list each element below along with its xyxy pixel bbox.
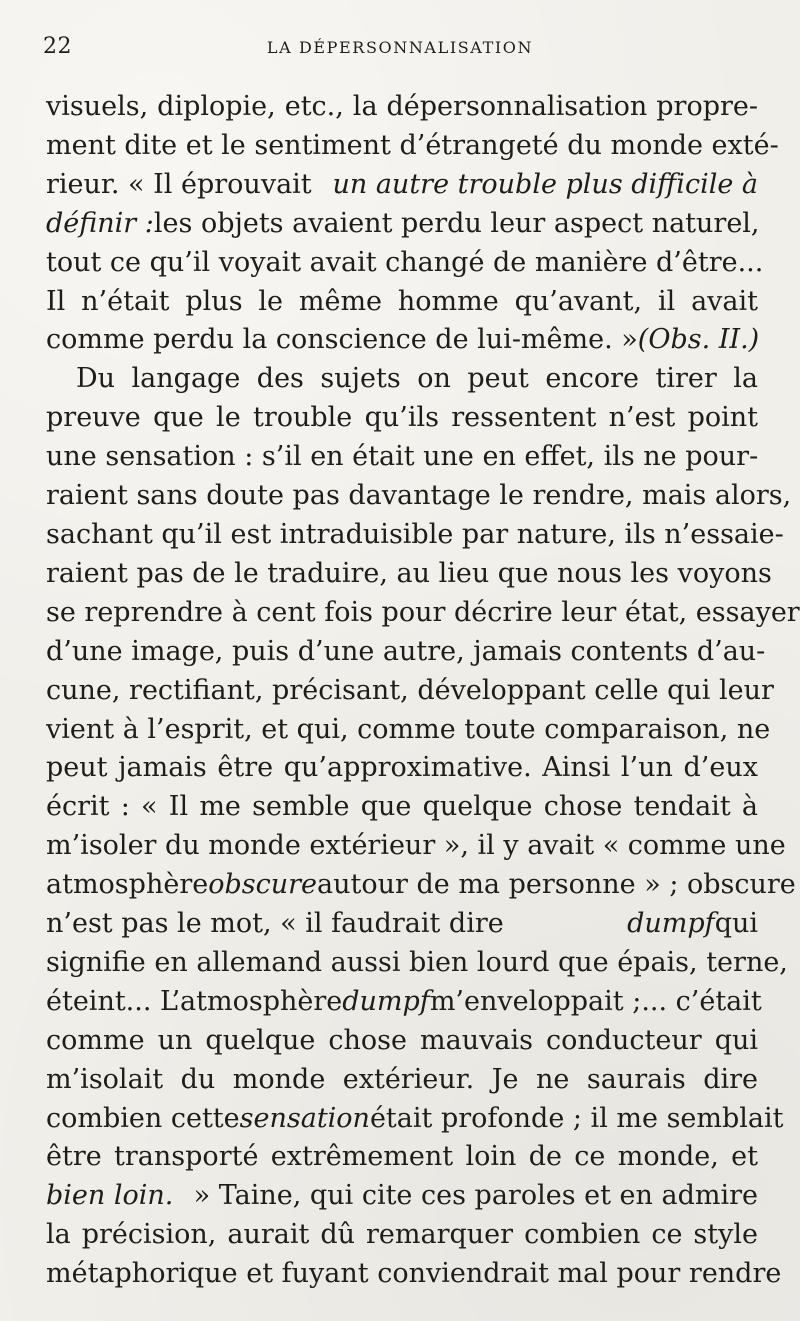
text-line xyxy=(46,983,762,1022)
text-fragment: m’enveloppait ;... c’était xyxy=(429,985,762,1017)
italic-fragment: (Obs. II.) xyxy=(637,324,760,356)
text-line xyxy=(46,866,796,905)
text-line: raient pas de le traduire, au lieu que nous les voyons xyxy=(46,557,772,589)
text-line: m’isolait du monde extérieur. Je ne saurais dire xyxy=(46,1063,758,1095)
text-line: écrit : « Il me semble que quelque chose tendait à xyxy=(46,791,758,823)
text-line: vient à l’esprit, et qui, comme toute comparaison, ne xyxy=(46,713,771,745)
text-line: une sensation : s’il en était une en effet, ils ne pour- xyxy=(46,441,759,473)
text-fragment: rieur. « Il éprouvait xyxy=(46,168,312,200)
italic-fragment: définir : xyxy=(46,207,154,239)
text-line xyxy=(46,321,758,360)
text-fragment: » Taine, qui cite ces paroles et en admire xyxy=(193,1180,758,1212)
text-fragment: atmosphère xyxy=(46,869,209,901)
text-line xyxy=(46,905,758,944)
text-line: comme un quelque chose mauvais conducteur qui xyxy=(46,1024,758,1056)
text-line: Il n’était plus le même homme qu’avant, il avait xyxy=(46,285,758,317)
text-line: preuve que le trouble qu’ils ressentent n’est point xyxy=(46,402,758,434)
text-fragment: éteint... L’atmosphère xyxy=(46,985,343,1017)
text-line: métaphorique et fuyant conviendrait mal pour rendre xyxy=(46,1258,782,1290)
text-line: sachant qu’il est intraduisible par nature, ils n’essaie- xyxy=(46,518,784,550)
text-fragment: combien cette xyxy=(46,1102,240,1134)
text-fragment: comme perdu la conscience de lui-même. » xyxy=(46,324,638,356)
text-line: cune, rectifiant, précisant, développant celle qui leur xyxy=(46,674,774,706)
text-line: se reprendre à cent fois pour décrire leur état, essayer xyxy=(46,596,800,628)
text-fragment: n’est pas le mot, « il faudrait dire xyxy=(46,908,504,940)
text-line: m’isoler du monde extérieur », il y avait « comme une xyxy=(46,830,786,862)
page-header xyxy=(40,34,760,68)
italic-fragment: obscure xyxy=(208,869,317,901)
text-line xyxy=(46,1100,784,1139)
text-line: la précision, aurait dû remarquer combien ce style xyxy=(46,1219,758,1251)
text-fragment: était profonde ; il me semblait xyxy=(369,1102,784,1134)
text-line: signifie en allemand aussi bien lourd que épais, terne, xyxy=(46,946,788,978)
text-line: peut jamais être qu’approximative. Ainsi l’un d’eux xyxy=(46,752,758,784)
text-fragment: autour de ma personne » ; obscure xyxy=(317,869,796,901)
text-line xyxy=(46,1177,758,1216)
italic-fragment: un autre trouble plus difficile à xyxy=(332,168,758,200)
text-line xyxy=(46,205,758,244)
italic-fragment: dumpf xyxy=(342,985,430,1017)
text-line xyxy=(46,166,758,205)
text-line: raient sans doute pas davantage le rendre, mais alors, xyxy=(46,480,792,512)
italic-fragment: sensation xyxy=(239,1102,370,1134)
text-line: Du langage des sujets on peut encore tirer la xyxy=(76,363,758,395)
text-line: être transporté extrêmement loin de ce monde, et xyxy=(46,1141,758,1173)
text-fragment: les objets avaient perdu leur aspect naturel, xyxy=(153,207,760,239)
italic-fragment: bien loin. xyxy=(46,1180,174,1212)
text-line: tout ce qu’il voyait avait changé de manière d’être... xyxy=(46,246,764,278)
body-text xyxy=(46,88,800,1294)
running-head: LA DÉPERSONNALISATION xyxy=(266,38,534,57)
page-number: 22 xyxy=(43,34,72,59)
text-line: d’une image, puis d’une autre, jamais contents d’au- xyxy=(46,635,766,667)
text-line: ment dite et le sentiment d’étrangeté du monde exté- xyxy=(46,129,779,161)
text-fragment: qui xyxy=(714,908,758,940)
italic-fragment: dumpf xyxy=(627,908,715,940)
text-line: visuels, diplopie, etc., la dépersonnalisation propre- xyxy=(46,91,758,122)
